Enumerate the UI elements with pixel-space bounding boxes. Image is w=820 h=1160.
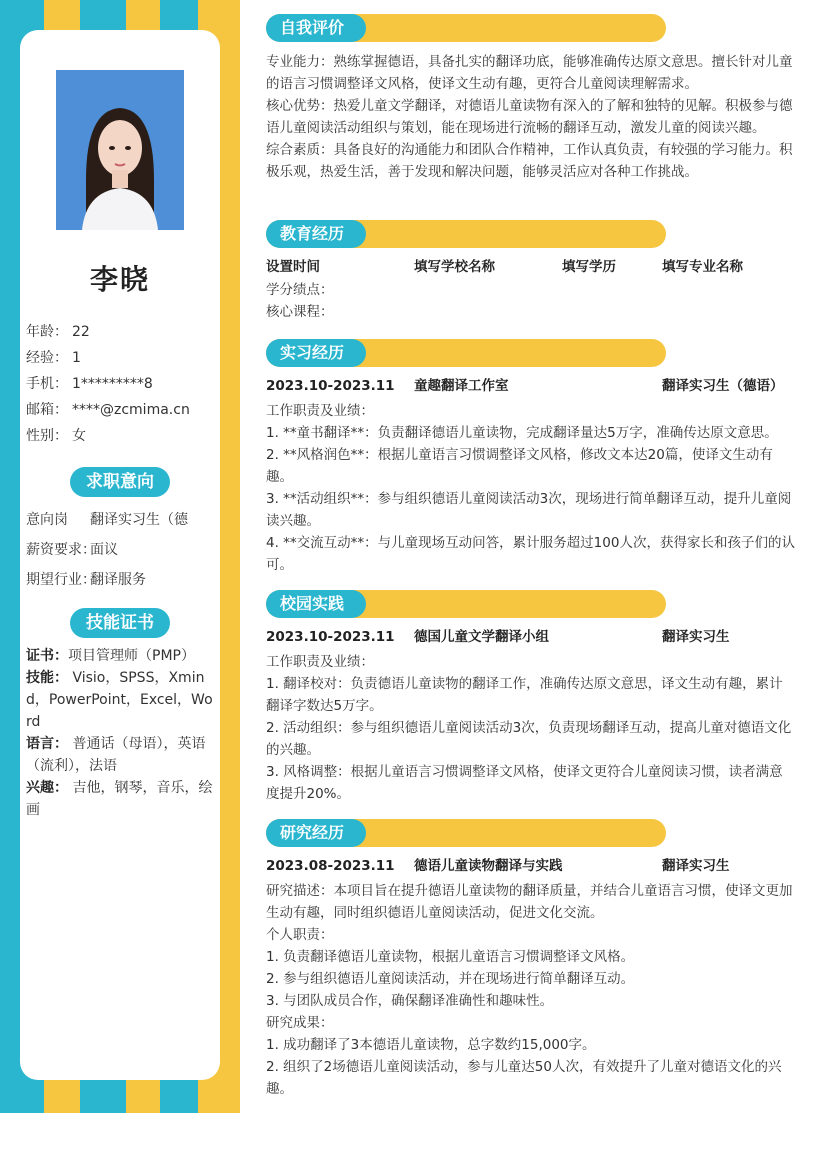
campus-date: 2023.10-2023.11 xyxy=(266,629,395,645)
section-campus xyxy=(266,590,796,805)
internship-line: 4. **交流互动**：与儿童现场互动问答，累计服务超过100人次，获得家长和孩子们的认可。 xyxy=(266,535,795,573)
intent-position: 意向岗 翻译实习生（德 xyxy=(26,512,188,528)
info-gender: 性别： 女 xyxy=(26,428,86,444)
campus-role: 翻译实习生 xyxy=(662,629,730,645)
section-header xyxy=(266,590,666,618)
research-row xyxy=(266,854,796,878)
education-gpa: 学分绩点： xyxy=(266,282,334,298)
section-title: 校园实践 xyxy=(266,590,366,618)
personal-info-list xyxy=(26,319,216,449)
skill-languages: 语言： 普通话（母语），英语（流利），法语 xyxy=(26,736,206,774)
section-title: 研究经历 xyxy=(266,819,366,847)
section-title: 自我评价 xyxy=(266,14,366,42)
profile-photo xyxy=(56,70,184,230)
self-eval-paragraph: 综合素质：具备良好的沟通能力和团队合作精神，工作认真负责，有较强的学习能力。积极乐观，热爱生活，善于发现和解决问题，能够灵活应对各种工作挑战。 xyxy=(266,142,793,180)
info-experience: 经验： 1 xyxy=(26,350,81,366)
research-role: 翻译实习生 xyxy=(662,858,730,874)
info-phone: 手机： 1*********8 xyxy=(26,376,153,392)
research-project: 德语儿童读物翻译与实践 xyxy=(414,858,563,874)
research-line: 3. 与团队成员合作，确保翻译准确性和趣味性。 xyxy=(266,993,554,1009)
research-line: 2. 参与组织德语儿童阅读活动，并在现场进行简单翻译互动。 xyxy=(266,971,635,987)
internship-line: 1. **童书翻译**：负责翻译德语儿童读物，完成翻译量达5万字，准确传达原文意思。 xyxy=(266,425,778,441)
intent-list xyxy=(26,505,216,595)
info-age: 年龄： 22 xyxy=(26,324,90,340)
skill-certificate: 证书：项目管理师（PMP） xyxy=(26,648,195,664)
research-line: 个人职责： xyxy=(266,927,334,943)
skill-interests: 兴趣： 吉他，钢琴，音乐，绘画 xyxy=(26,780,213,818)
education-courses: 核心课程： xyxy=(266,304,334,320)
internship-line: 工作职责及业绩： xyxy=(266,403,374,419)
skills-heading: 技能证书 xyxy=(70,608,170,638)
section-research xyxy=(266,819,796,1100)
sidebar xyxy=(0,0,240,1113)
campus-org: 德国儿童文学翻译小组 xyxy=(414,629,549,645)
internship-line: 2. **风格润色**：根据儿童语言习惯调整译文风格，修改文本达20篇，使译文生动有趣。 xyxy=(266,447,773,485)
skills-list xyxy=(26,645,216,821)
education-time: 设置时间 xyxy=(266,259,320,275)
internship-role: 翻译实习生（德语） xyxy=(662,378,784,394)
section-header xyxy=(266,14,666,42)
candidate-name: 李晓 xyxy=(89,263,150,296)
section-header xyxy=(266,819,666,847)
campus-line: 2. 活动组织：参与组织德语儿童阅读活动3次，负责现场翻译互动，提高儿童对德语文化的兴趣。 xyxy=(266,720,792,758)
section-header xyxy=(266,220,666,248)
section-internship xyxy=(266,339,796,576)
education-school: 填写学校名称 xyxy=(414,259,495,275)
sidebar-card xyxy=(20,30,220,1080)
section-header xyxy=(266,339,666,367)
section-title: 教育经历 xyxy=(266,220,366,248)
education-row xyxy=(266,255,796,279)
skill-tools: 技能： Visio，SPSS，Xmind，PowerPoint，Excel，Word xyxy=(26,670,213,730)
intent-heading: 求职意向 xyxy=(70,467,170,497)
info-email: 邮箱： ****@zcmima.cn xyxy=(26,402,190,418)
research-line: 1. 负责翻译德语儿童读物，根据儿童语言习惯调整译文风格。 xyxy=(266,949,635,965)
internship-date: 2023.10-2023.11 xyxy=(266,378,395,394)
campus-line: 3. 风格调整：根据儿童语言习惯调整译文风格，使译文更符合儿童阅读习惯，读者满意度提升20%。 xyxy=(266,764,783,802)
research-line: 研究成果： xyxy=(266,1015,334,1031)
education-degree: 填写学历 xyxy=(562,259,616,275)
section-self-eval xyxy=(266,14,796,183)
research-date: 2023.08-2023.11 xyxy=(266,858,395,874)
campus-line: 1. 翻译校对：负责德语儿童读物的翻译工作，准确传达原文意思，译文生动有趣，累计翻译字数达5万字。 xyxy=(266,676,783,714)
intent-industry: 期望行业：翻译服务 xyxy=(26,572,146,588)
intent-salary: 薪资要求：面议 xyxy=(26,542,118,558)
internship-row xyxy=(266,374,796,398)
campus-row xyxy=(266,625,796,649)
campus-line: 工作职责及业绩： xyxy=(266,654,374,670)
section-title: 实习经历 xyxy=(266,339,366,367)
section-education xyxy=(266,220,796,323)
research-line: 1. 成功翻译了3本德语儿童读物，总字数约15,000字。 xyxy=(266,1037,596,1053)
research-line: 研究描述：本项目旨在提升德语儿童读物的翻译质量，并结合儿童语言习惯，使译文更加生动有趣，同时组织德语儿童阅读活动，促进文化交流。 xyxy=(266,883,793,921)
self-eval-paragraph: 专业能力：熟练掌握德语，具备扎实的翻译功底，能够准确传达原文意思。擅长针对儿童的语言习惯调整译文风格，使译文生动有趣，更符合儿童阅读理解需求。 xyxy=(266,54,793,92)
internship-line: 3. **活动组织**：参与组织德语儿童阅读活动3次，现场进行简单翻译互动，提升儿童阅读兴趣。 xyxy=(266,491,792,529)
education-major: 填写专业名称 xyxy=(662,259,743,275)
self-eval-paragraph: 核心优势：热爱儿童文学翻译，对德语儿童读物有深入的了解和独特的见解。积极参与德语儿童阅读活动组织与策划，能在现场进行流畅的翻译互动，激发儿童的阅读兴趣。 xyxy=(266,98,793,136)
research-line: 2. 组织了2场德语儿童阅读活动，参与儿童达50人次，有效提升了儿童对德语文化的兴趣。 xyxy=(266,1059,782,1097)
internship-org: 童趣翻译工作室 xyxy=(414,378,509,394)
